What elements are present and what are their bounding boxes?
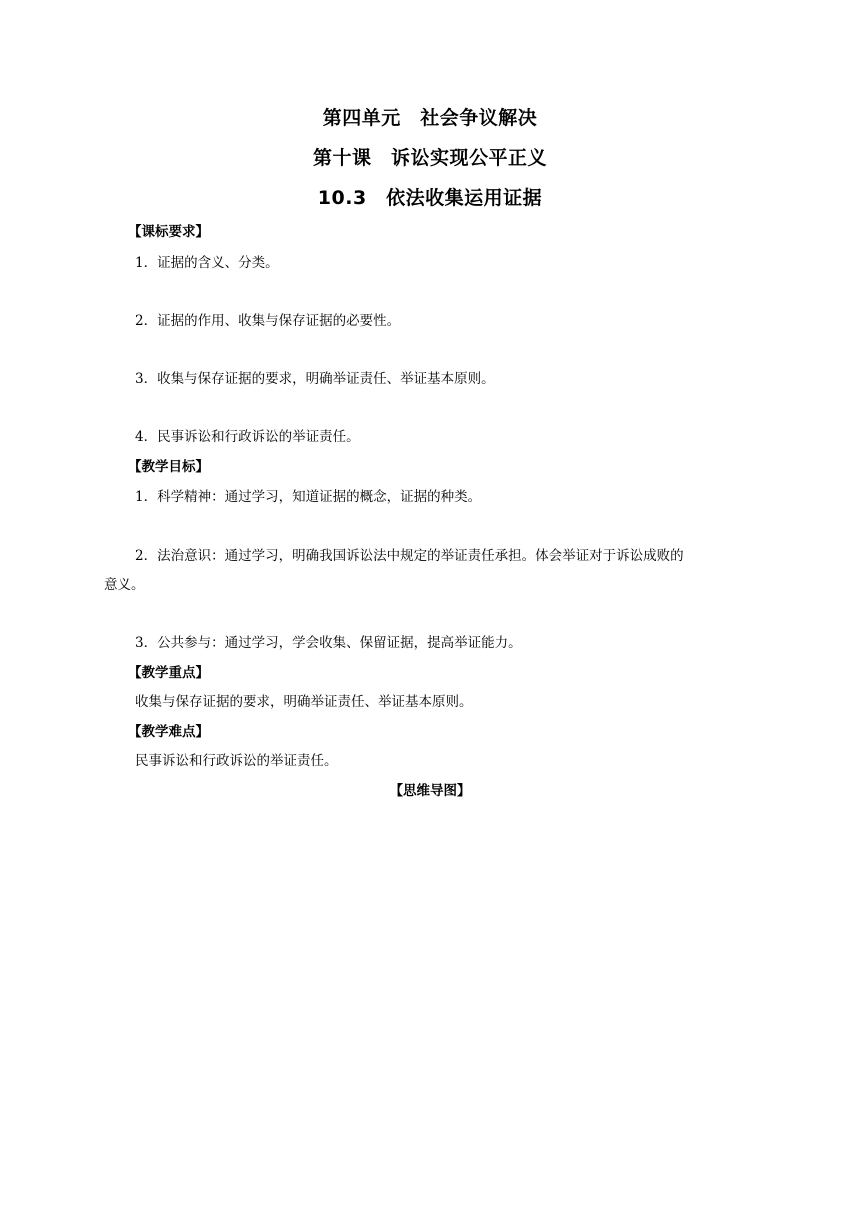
goal-item-3: 3．公共参与：通过学习，学会收集、保留证据，提高举证能力。 [135, 635, 522, 651]
curriculum-item-2: 2．证据的作用、收集与保存证据的必要性。 [135, 313, 401, 329]
goal-item-2-line-1: 2．法治意识：通过学习，明确我国诉讼法中规定的举证责任承担。体会举证对于诉讼成败的 [135, 548, 684, 564]
unit-title: 第四单元 社会争议解决 [322, 107, 538, 129]
lesson-title: 第十课 诉讼实现公平正义 [312, 147, 547, 169]
difficulty-text: 民事诉讼和行政诉讼的举证责任。 [135, 753, 338, 769]
curriculum-heading: 【课标要求】 [128, 224, 209, 240]
key-point-heading: 【教学重点】 [128, 665, 209, 681]
goal-item-2-line-2: 意义。 [104, 577, 145, 593]
mind-map-heading: 【思维导图】 [389, 783, 471, 799]
difficulty-heading: 【教学难点】 [128, 724, 209, 740]
goals-heading: 【教学目标】 [128, 459, 209, 475]
curriculum-item-3: 3．收集与保存证据的要求，明确举证责任、举证基本原则。 [135, 371, 495, 387]
key-point-text: 收集与保存证据的要求，明确举证责任、举证基本原则。 [135, 694, 473, 710]
section-title: 10.3 依法收集运用证据 [317, 187, 543, 209]
goal-item-1: 1．科学精神：通过学习，知道证据的概念，证据的种类。 [135, 489, 482, 505]
curriculum-item-1: 1．证据的含义、分类。 [135, 255, 279, 271]
curriculum-item-4: 4．民事诉讼和行政诉讼的举证责任。 [135, 429, 360, 445]
